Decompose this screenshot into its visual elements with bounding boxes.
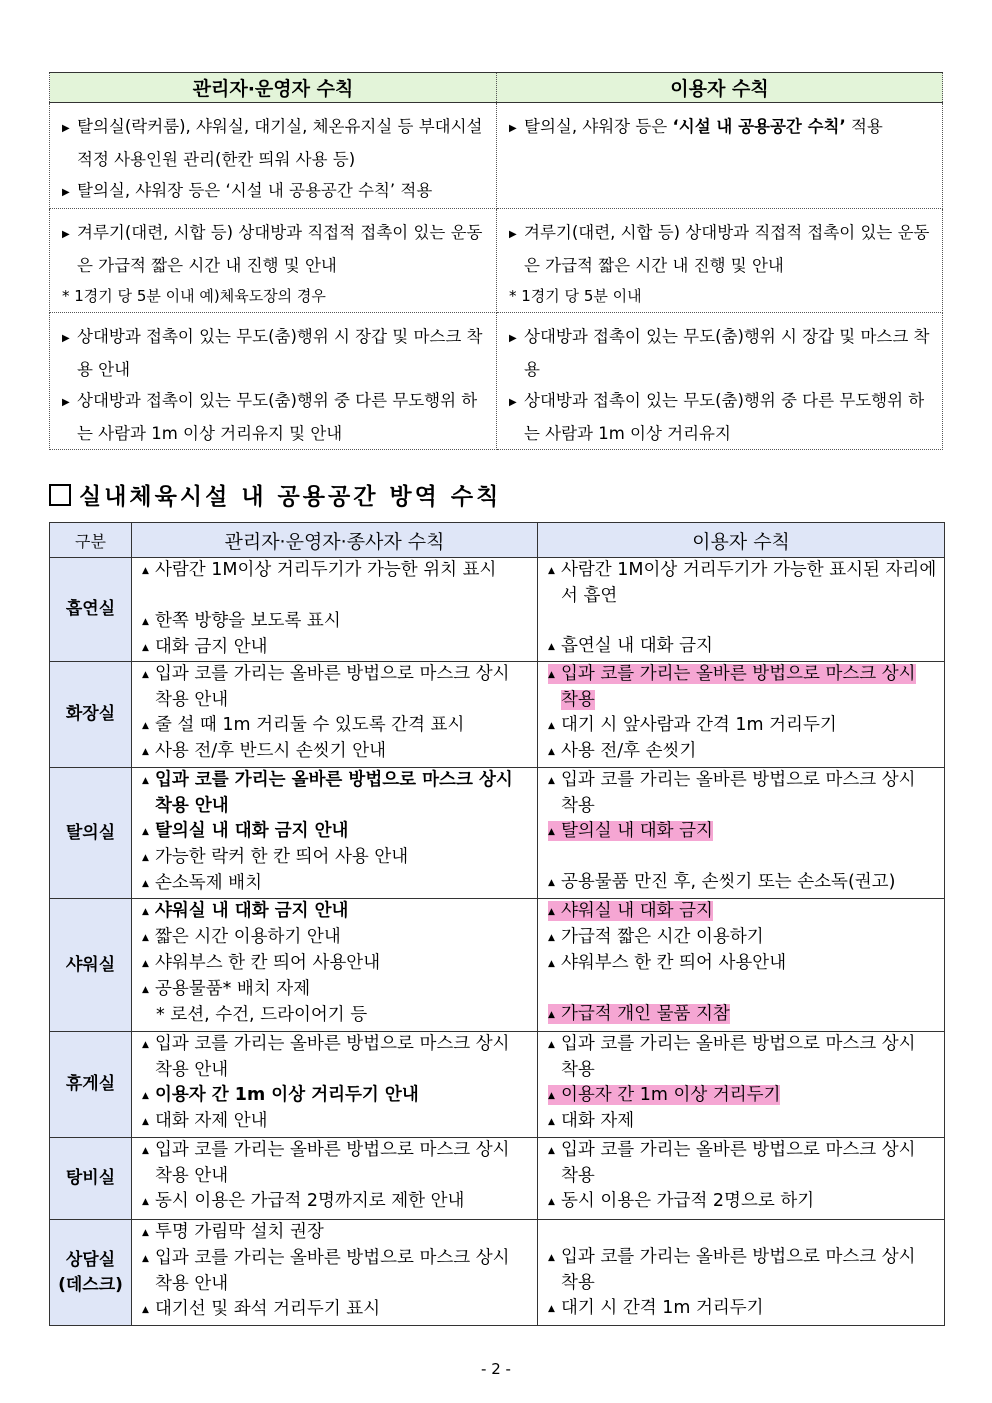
item-text: 사용 전/후 반드시 손씻기 안내: [155, 741, 387, 761]
item-text: 샤워실 내 대화 금지: [561, 901, 713, 921]
list-item: [62, 385, 490, 449]
triangle-up-icon: ▲: [142, 1197, 149, 1207]
triangle-up-icon: ▲: [142, 566, 149, 576]
header-staff-rules: 관리자·운영자·종사자 수칙: [132, 523, 538, 558]
triangle-up-icon: ▲: [548, 1091, 555, 1101]
item-text: 짧은 시간 이용하기 안내: [155, 927, 341, 947]
list-item: [509, 217, 936, 281]
list-item: [548, 739, 938, 765]
item-text: 탈의실, 샤워장 등은: [524, 117, 673, 136]
list-item: [142, 1220, 531, 1246]
list-item: [548, 1138, 938, 1189]
triangle-up-icon: ▲: [548, 747, 555, 757]
item-text: 가능한 락커 한 칸 띄어 사용 안내: [155, 847, 409, 867]
triangle-up-icon: ▲: [142, 617, 149, 627]
left-cell: [50, 313, 497, 450]
item-text: 입과 코를 가리는 올바른 방법으로 마스크 상시 착용 안내: [155, 770, 513, 816]
table-row: [50, 103, 943, 209]
item-text: 입과 코를 가리는 올바른 방법으로 마스크 상시 착용 안내: [155, 1248, 510, 1294]
table-row: [50, 899, 945, 1032]
item-text: 입과 코를 가리는 올바른 방법으로 마스크 상시 착용 안내: [155, 1140, 510, 1186]
item-text: 동시 이용은 가급적 2명까지로 제한 안내: [155, 1191, 465, 1211]
item-text: 적용: [845, 117, 883, 136]
header-user-rules: 이용자 수칙: [497, 73, 943, 103]
triangle-up-icon: ▲: [548, 1117, 555, 1127]
list-item: [509, 111, 936, 144]
triangle-right-icon: ▶: [509, 397, 517, 408]
item-text: 대화 금지 안내: [155, 637, 268, 657]
spacer: [548, 977, 938, 1002]
triangle-up-icon: ▲: [142, 670, 149, 680]
footnote: * 1경기 당 5분 이내: [509, 287, 642, 305]
spacer: [548, 845, 938, 870]
triangle-up-icon: ▲: [548, 566, 555, 576]
triangle-up-icon: ▲: [548, 1197, 555, 1207]
list-item: [548, 662, 938, 713]
item-text: 이용자 간 1m 이상 거리두기: [561, 1085, 781, 1105]
triangle-right-icon: ▶: [509, 123, 517, 134]
item-bold-text: ‘시설 내 공용공간 수칙’: [672, 117, 846, 136]
spacer: [548, 609, 938, 634]
triangle-up-icon: ▲: [142, 907, 149, 917]
item-text: 겨루기(대련, 시합 등) 상대방과 직접적 접촉이 있는 운동은 가급적 짧은 시간 내 진행 및 안내: [524, 223, 930, 275]
item-text: 입과 코를 가리는 올바른 방법으로 마스크 상시 착용 안내: [155, 664, 510, 710]
left-cell: [132, 899, 538, 1032]
footnote: * 로션, 수건, 드라이어기 등: [156, 1005, 368, 1025]
list-item: [142, 977, 531, 1003]
triangle-up-icon: ▲: [142, 879, 149, 889]
item-text: 샤워실 내 대화 금지 안내: [155, 901, 349, 921]
triangle-up-icon: ▲: [142, 827, 149, 837]
triangle-up-icon: ▲: [548, 1010, 555, 1020]
item-text: 대기선 및 좌석 거리두기 표시: [155, 1299, 381, 1319]
triangle-up-icon: ▲: [142, 643, 149, 653]
list-item: [548, 1109, 938, 1135]
left-cell: [50, 103, 497, 209]
triangle-up-icon: ▲: [142, 853, 149, 863]
highlighted-text: [548, 1085, 780, 1105]
right-cell: [497, 103, 943, 209]
left-cell: [132, 662, 538, 768]
triangle-up-icon: ▲: [142, 1040, 149, 1050]
left-cell: [50, 209, 497, 313]
triangle-up-icon: ▲: [548, 907, 555, 917]
item-text: 입과 코를 가리는 올바른 방법으로 마스크 상시 착용: [561, 1034, 916, 1080]
list-item: [62, 111, 490, 175]
highlighted-text: [548, 821, 713, 841]
header-user-rules: 이용자 수칙: [538, 523, 945, 558]
list-item: [142, 871, 531, 897]
item-text: 동시 이용은 가급적 2명으로 하기: [561, 1191, 815, 1211]
table-row: [50, 209, 943, 313]
item-text: 탈의실(락커룸), 샤워실, 대기실, 체온유지실 등 부대시설 적정 사용인원 관리(한칸 띄워 사용 등): [77, 117, 483, 169]
list-item: [548, 870, 938, 896]
item-text: 샤워부스 한 칸 띄어 사용안내: [155, 953, 381, 973]
section-heading-text: 실내체육시설 내 공용공간 방역 수칙: [79, 483, 502, 510]
highlighted-text: [548, 1004, 730, 1024]
list-item: [142, 951, 531, 977]
item-text: 사람간 1M이상 거리두기가 가능한 표시된 자리에서 흡연: [561, 560, 937, 606]
item-text: 대화 자제: [561, 1111, 635, 1131]
list-item: [142, 739, 531, 765]
item-text: 사람간 1M이상 거리두기가 가능한 위치 표시: [155, 560, 497, 580]
triangle-up-icon: ▲: [548, 776, 555, 786]
list-item: [509, 385, 936, 449]
right-cell: [497, 313, 943, 450]
item-text: 대화 자제 안내: [155, 1111, 268, 1131]
triangle-right-icon: ▶: [509, 333, 517, 344]
list-item: [509, 321, 936, 385]
item-text: 탈의실, 샤워장 등은 ‘시설 내 공용공간 수칙’ 적용: [77, 181, 433, 200]
list-item: [142, 845, 531, 871]
triangle-up-icon: ▲: [142, 747, 149, 757]
list-item: [62, 321, 490, 385]
right-cell: [538, 1220, 945, 1326]
triangle-up-icon: ▲: [142, 1146, 149, 1156]
list-item: [62, 175, 490, 208]
list-item: [548, 951, 938, 977]
list-item: [142, 925, 531, 951]
item-text: 상대방과 접촉이 있는 무도(춤)행위 중 다른 무도행위 하는 사람과 1m 이상 거리유지 및 안내: [77, 391, 478, 443]
list-item: [548, 1083, 938, 1109]
footnote: * 1경기 당 5분 이내 예)체육도장의 경우: [62, 287, 326, 305]
triangle-up-icon: ▲: [142, 776, 149, 786]
table-row: [50, 558, 945, 662]
triangle-up-icon: ▲: [548, 1040, 555, 1050]
table-row: [50, 1032, 945, 1138]
left-cell: [132, 768, 538, 899]
list-item: [142, 899, 531, 925]
triangle-up-icon: ▲: [548, 721, 555, 731]
list-item: [548, 713, 938, 739]
right-cell: [538, 768, 945, 899]
triangle-right-icon: ▶: [62, 397, 70, 408]
item-text: 공용물품 만진 후, 손씻기 또는 손소독(권고): [561, 872, 896, 892]
left-cell: [132, 1032, 538, 1138]
triangle-up-icon: ▲: [548, 1253, 555, 1263]
list-item: [548, 925, 938, 951]
item-text: 흡연실 내 대화 금지: [561, 636, 713, 656]
category-cell: 탈의실: [50, 768, 132, 899]
item-text: 탈의실 내 대화 금지: [561, 821, 713, 841]
triangle-up-icon: ▲: [142, 985, 149, 995]
table-row: [50, 662, 945, 768]
right-cell: [497, 209, 943, 313]
highlighted-text: [548, 901, 713, 921]
list-item: [142, 1189, 531, 1215]
list-item: [548, 768, 938, 819]
right-cell: [538, 899, 945, 1032]
highlighted-text: [548, 664, 916, 710]
list-item: [142, 768, 531, 819]
header-category: 구분: [50, 523, 132, 558]
category-cell: 화장실: [50, 662, 132, 768]
item-text: 샤워부스 한 칸 띄어 사용안내: [561, 953, 787, 973]
list-item: [142, 1138, 531, 1189]
category-cell: 상담실 (데스크): [50, 1220, 132, 1326]
triangle-up-icon: ▲: [142, 721, 149, 731]
triangle-up-icon: ▲: [142, 1254, 149, 1264]
category-cell: 흡연실: [50, 558, 132, 662]
triangle-up-icon: ▲: [548, 642, 555, 652]
list-item: [142, 609, 531, 635]
triangle-right-icon: ▶: [62, 333, 70, 344]
list-item: [142, 635, 531, 661]
list-item: [548, 1002, 938, 1028]
item-text: 사용 전/후 손씻기: [561, 741, 697, 761]
item-text: 대기 시 간격 1m 거리두기: [561, 1298, 764, 1318]
list-item: [548, 1245, 938, 1296]
list-item: [142, 1109, 531, 1135]
list-item: [142, 1032, 531, 1083]
list-item: [62, 217, 490, 281]
list-item: [142, 1083, 531, 1109]
list-item: [548, 1296, 938, 1322]
category-cell: 휴게실: [50, 1032, 132, 1138]
page-number: - 2 -: [481, 1360, 511, 1378]
spacer: [142, 584, 531, 609]
triangle-up-icon: ▲: [142, 1305, 149, 1315]
item-text: 입과 코를 가리는 올바른 방법으로 마스크 상시 착용: [561, 770, 916, 816]
left-cell: [132, 1220, 538, 1326]
triangle-up-icon: ▲: [548, 670, 555, 680]
triangle-up-icon: ▲: [142, 1228, 149, 1238]
category-cell: 샤워실: [50, 899, 132, 1032]
common-space-rules-table: [49, 522, 945, 1326]
right-cell: [538, 1032, 945, 1138]
item-text: 탈의실 내 대화 금지 안내: [155, 821, 349, 841]
item-text: 입과 코를 가리는 올바른 방법으로 마스크 상시 착용: [561, 1247, 916, 1293]
list-item: [142, 662, 531, 713]
triangle-up-icon: ▲: [548, 959, 555, 969]
section-heading: [49, 478, 501, 511]
item-text: 상대방과 접촉이 있는 무도(춤)행위 시 장갑 및 마스크 착용: [524, 327, 930, 379]
list-item: [548, 1032, 938, 1083]
triangle-up-icon: ▲: [548, 878, 555, 888]
item-text: 손소독제 배치: [155, 873, 262, 893]
item-text: 공용물품* 배치 자제: [155, 979, 311, 999]
list-item: [548, 819, 938, 845]
right-cell: [538, 662, 945, 768]
list-item: [548, 899, 938, 925]
triangle-right-icon: ▶: [62, 229, 70, 240]
item-text: 입과 코를 가리는 올바른 방법으로 마스크 상시 착용: [561, 1140, 916, 1186]
triangle-up-icon: ▲: [548, 1304, 555, 1314]
item-text: 대기 시 앞사람과 간격 1m 거리두기: [561, 715, 837, 735]
list-item: [548, 634, 938, 660]
item-text: 입과 코를 가리는 올바른 방법으로 마스크 상시 착용: [561, 664, 916, 710]
category-cell: 탕비실: [50, 1138, 132, 1220]
triangle-up-icon: ▲: [548, 827, 555, 837]
item-text: 줄 설 때 1m 거리둘 수 있도록 간격 표시: [155, 715, 465, 735]
item-text: 투명 가림막 설치 권장: [155, 1222, 324, 1242]
triangle-up-icon: ▲: [142, 933, 149, 943]
triangle-up-icon: ▲: [142, 959, 149, 969]
right-cell: [538, 1138, 945, 1220]
list-item: [142, 1246, 531, 1297]
list-item: [142, 1297, 531, 1323]
left-cell: [132, 1138, 538, 1220]
table-row: [50, 1220, 945, 1326]
item-text: 한쪽 방향을 보도록 표시: [155, 611, 341, 631]
list-item: [548, 1189, 938, 1215]
triangle-right-icon: ▶: [509, 229, 517, 240]
left-cell: [132, 558, 538, 662]
item-text: 이용자 간 1m 이상 거리두기 안내: [155, 1085, 419, 1105]
right-cell: [538, 558, 945, 662]
table-row: [50, 1138, 945, 1220]
spacer: [548, 1220, 938, 1245]
header-manager-rules: 관리자·운영자 수칙: [50, 73, 497, 103]
triangle-up-icon: ▲: [548, 1146, 555, 1156]
triangle-up-icon: ▲: [548, 933, 555, 943]
item-text: 입과 코를 가리는 올바른 방법으로 마스크 상시 착용 안내: [155, 1034, 510, 1080]
triangle-up-icon: ▲: [142, 1117, 149, 1127]
list-item: [548, 558, 938, 609]
triangle-right-icon: ▶: [62, 187, 70, 198]
table-row: [50, 313, 943, 450]
list-item: [142, 713, 531, 739]
item-text: 겨루기(대련, 시합 등) 상대방과 직접적 접촉이 있는 운동은 가급적 짧은 시간 내 진행 및 안내: [77, 223, 483, 275]
list-item: [142, 558, 531, 584]
item-text: 가급적 개인 물품 지참: [561, 1004, 730, 1024]
item-text: 상대방과 접촉이 있는 무도(춤)행위 시 장갑 및 마스크 착용 안내: [77, 327, 483, 379]
empty-square-icon: [49, 484, 71, 506]
triangle-up-icon: ▲: [142, 1091, 149, 1101]
table-row: [50, 768, 945, 899]
item-text: 상대방과 접촉이 있는 무도(춤)행위 중 다른 무도행위 하는 사람과 1m 이상 거리유지: [524, 391, 925, 443]
list-item: [142, 819, 531, 845]
item-text: 가급적 짧은 시간 이용하기: [561, 927, 764, 947]
top-rules-table: [49, 72, 943, 450]
triangle-right-icon: ▶: [62, 123, 70, 134]
